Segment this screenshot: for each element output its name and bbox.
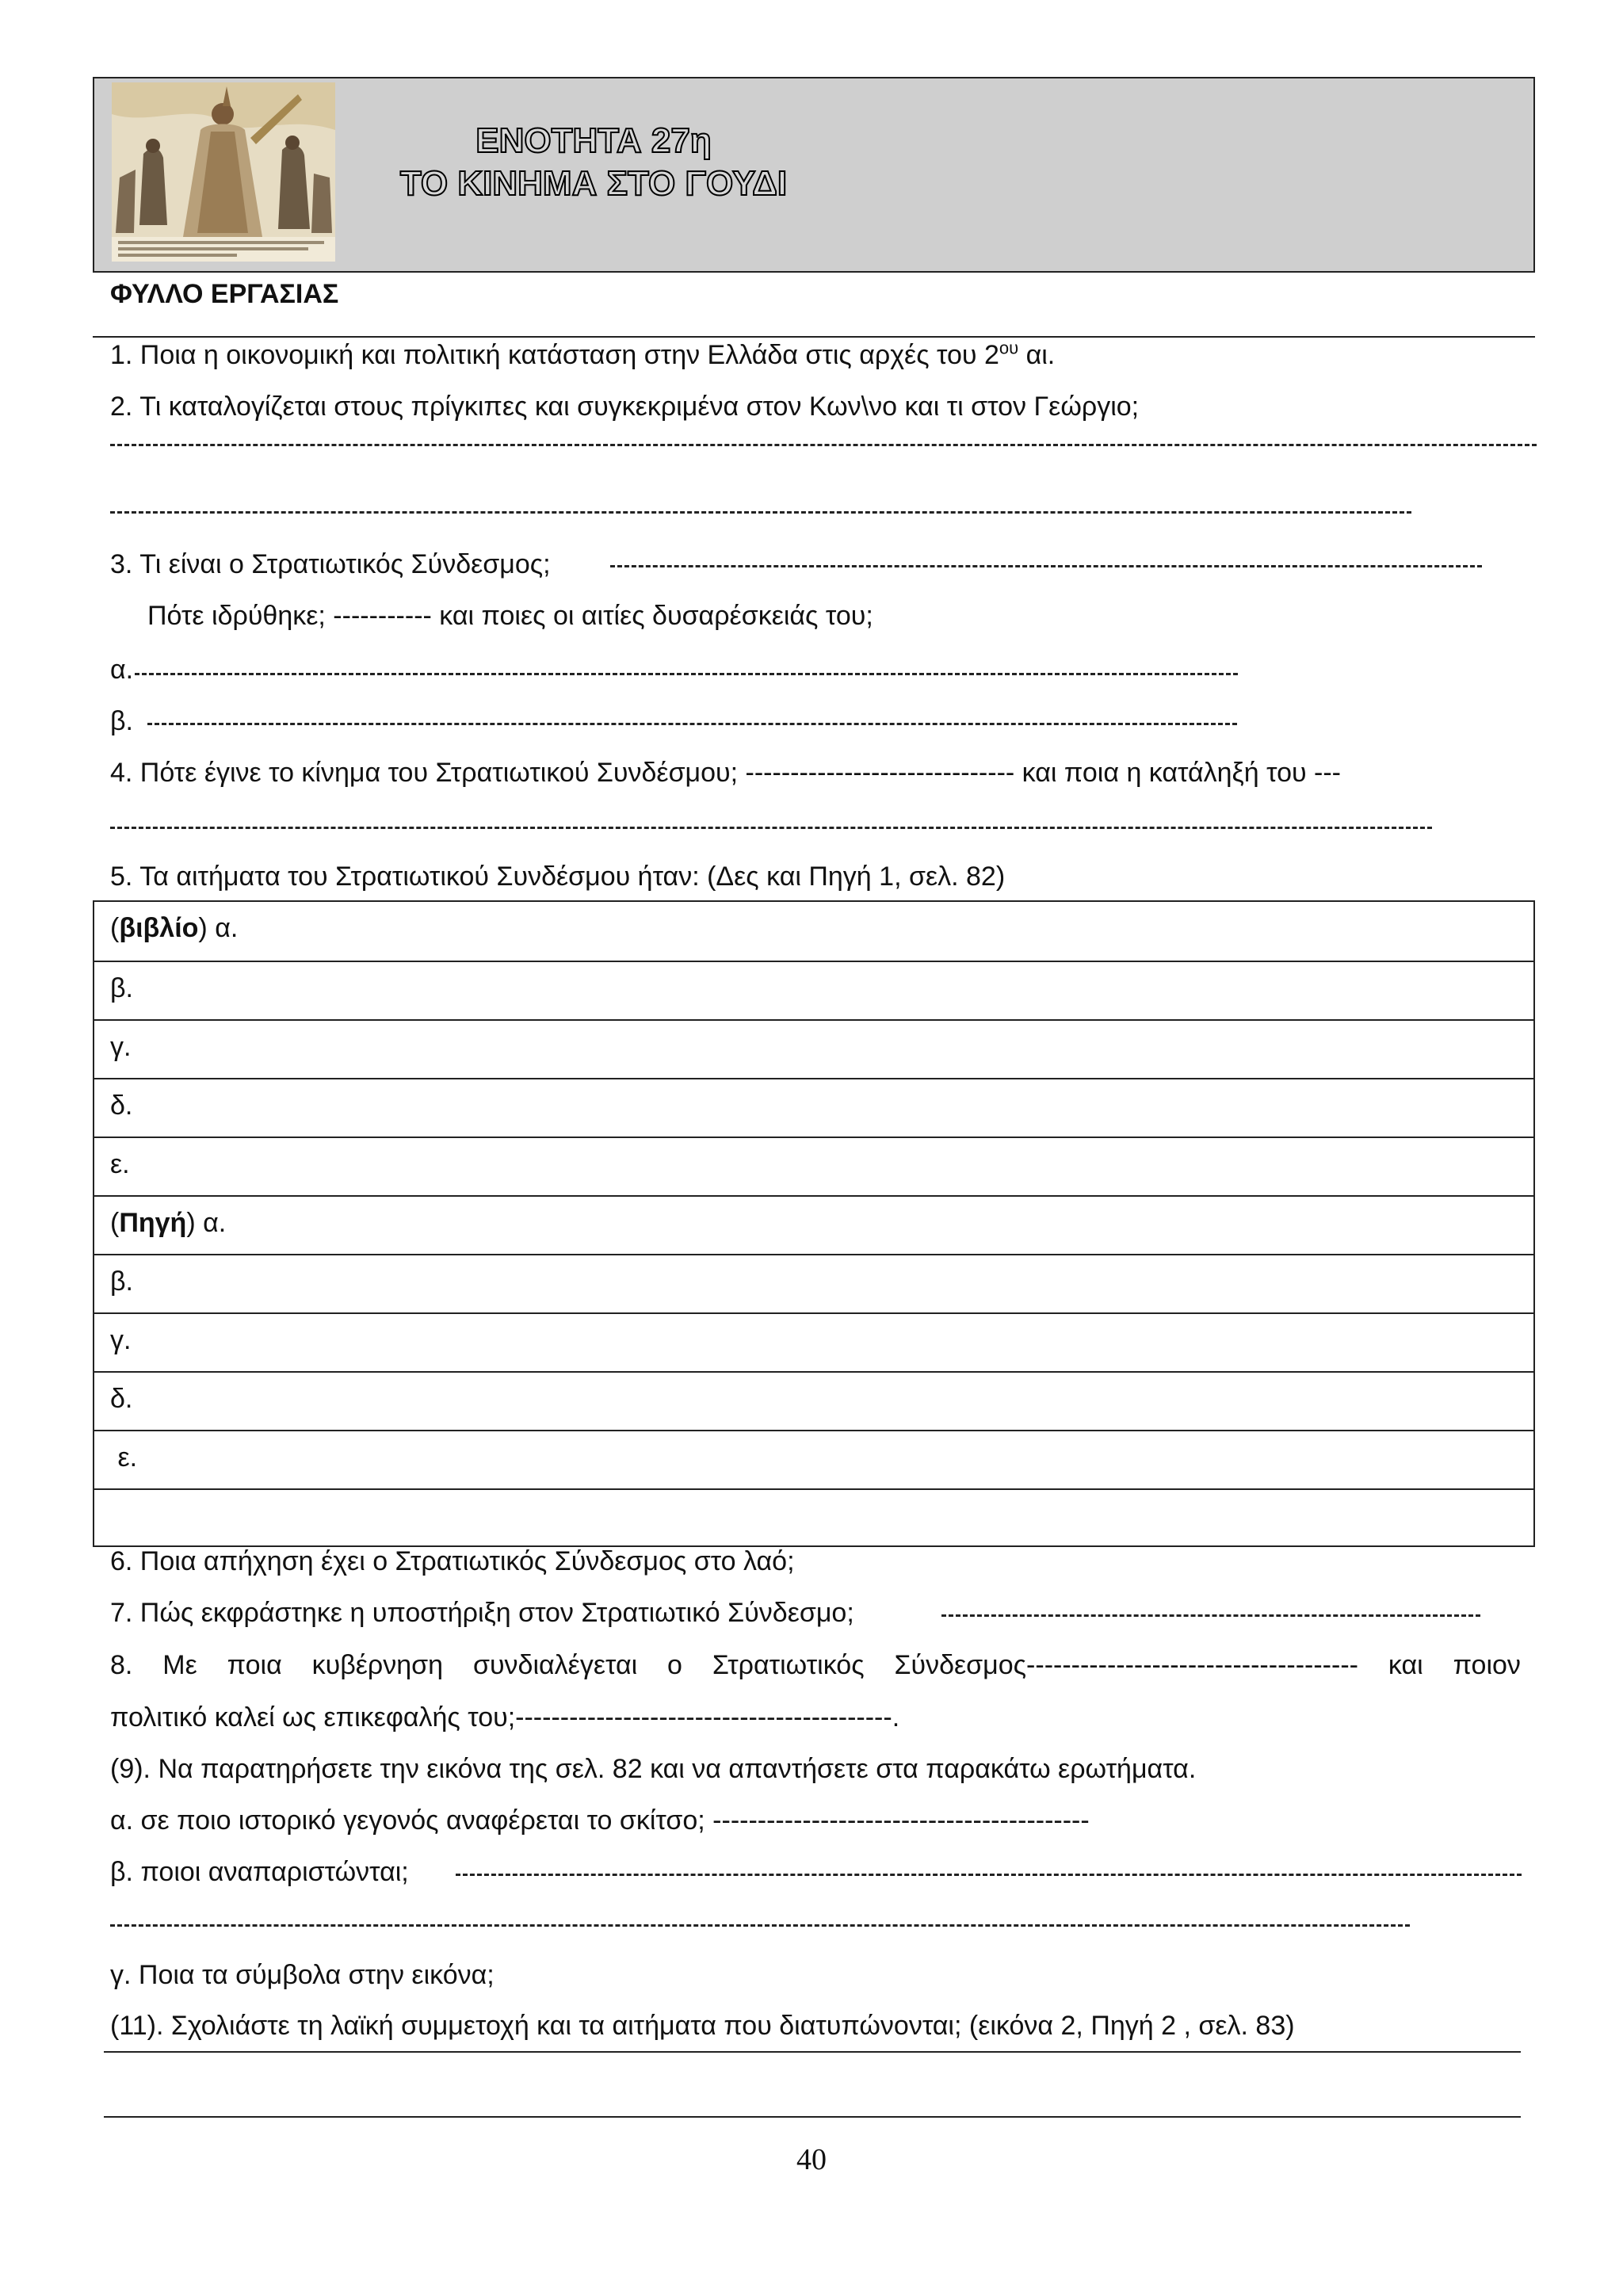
unit-title: [388, 120, 800, 205]
question-4: 4. Πότε έγινε το κίνημα του Στρατιωτικού Συνδέσμου; ------------------------------ και ποια η κατάληξή του ---: [110, 758, 1341, 788]
demands-table: [93, 900, 1535, 1547]
answer-line-11b[interactable]: [104, 2116, 1521, 2118]
answer-line-3[interactable]: [610, 565, 1482, 567]
answer-line-2b[interactable]: [110, 511, 1411, 514]
worksheet-title: ΦΥΛΛΟ ΕΡΓΑΣΙΑΣ: [110, 279, 339, 309]
question-3: 3. Τι είναι ο Στρατιωτικός Σύνδεσμος;: [110, 549, 551, 579]
question-3-item-b: β.: [110, 706, 134, 736]
question-9-a: α. σε ποιο ιστορικό γεγονός αναφέρεται το σκίτσο; ------------------------------------------: [110, 1805, 1090, 1836]
table-row[interactable]: ε.: [94, 1137, 1533, 1195]
answer-line-9b-2[interactable]: [110, 1924, 1410, 1927]
question-2: 2. Τι καταλογίζεται στους πρίγκιπες και συγκεκριμένα στον Κων\νο και τι στον Γεώργιο;: [110, 392, 1140, 422]
table-row[interactable]: γ.: [94, 1312, 1533, 1371]
unit-number: ΕΝΟΤΗΤΑ 27η: [475, 121, 712, 160]
question-7: 7. Πώς εκφράστηκε η υποστήριξη στον Στρατιωτικό Σύνδεσμο;: [110, 1598, 854, 1628]
table-row[interactable]: β.: [94, 961, 1533, 1019]
question-9-c: γ. Ποια τα σύμβολα στην εικόνα;: [110, 1960, 495, 1990]
header-banner: [93, 77, 1535, 273]
table-row[interactable]: β.: [94, 1254, 1533, 1312]
table-row[interactable]: γ.: [94, 1019, 1533, 1078]
answer-line-9b-1[interactable]: [456, 1874, 1522, 1876]
table-row[interactable]: ε.: [94, 1430, 1533, 1488]
question-8-line-2: πολιτικό καλεί ως επικεφαλής του;------------------------------------------.: [110, 1702, 900, 1733]
table-row[interactable]: δ.: [94, 1371, 1533, 1430]
table-row[interactable]: (βιβλίο) α.: [110, 913, 239, 943]
title-divider: [93, 336, 1535, 338]
question-5: 5. Τα αιτήματα του Στρατιωτικού Συνδέσμου ήταν: (Δες και Πηγή 1, σελ. 82): [110, 861, 1006, 892]
question-11: (11). Σχολιάστε τη λαϊκή συμμετοχή και τα αιτήματα που διατυπώνονται; (εικόνα 2, Πηγή 2 , σελ. 83): [110, 2011, 1295, 2041]
table-row[interactable]: [94, 1488, 1533, 1545]
book-label: βιβλίο: [119, 913, 199, 943]
answer-line-3a[interactable]: [135, 673, 1238, 675]
question-3-followup: Πότε ιδρύθηκε; ----------- και ποιες οι αιτίες δυσαρέσκειάς του;: [147, 601, 873, 631]
question-6: 6. Ποια απήχηση έχει ο Στρατιωτικός Σύνδεσμος στο λαό;: [110, 1546, 795, 1576]
answer-line-3b[interactable]: [147, 723, 1237, 725]
question-3-item-a: α.: [110, 655, 134, 685]
table-row[interactable]: (Πηγή) α.: [94, 1195, 1533, 1254]
answer-line-2a[interactable]: [110, 444, 1537, 446]
question-9-b: β. ποιοι αναπαριστώνται;: [110, 1857, 409, 1887]
page-number: 40: [796, 2143, 827, 2176]
question-8-line-1: 8. Με ποια κυβέρνηση συνδιαλέγεται ο Στρατιωτικός Σύνδεσμος------------------------------------- και ποιον: [110, 1650, 1521, 1680]
historical-illustration: [112, 82, 335, 262]
allegorical-scene-image: [112, 82, 335, 262]
source-label: Πηγή: [119, 1208, 187, 1238]
unit-subject: ΤΟ ΚΙΝΗΜΑ ΣΤΟ ΓΟΥΔΙ: [399, 164, 788, 203]
question-9: (9). Να παρατηρήσετε την εικόνα της σελ. 82 και να απαντήσετε στα παρακάτω ερωτήματα.: [110, 1754, 1197, 1784]
answer-line-7[interactable]: [941, 1614, 1480, 1617]
answer-line-11a[interactable]: [104, 2051, 1521, 2053]
question-1: 1. Ποια η οικονομική και πολιτική κατάσταση στην Ελλάδα στις αρχές του $2^{o\upsilon}$ αι.: [110, 338, 1056, 370]
answer-line-4[interactable]: [110, 827, 1432, 829]
table-row[interactable]: δ.: [94, 1078, 1533, 1137]
